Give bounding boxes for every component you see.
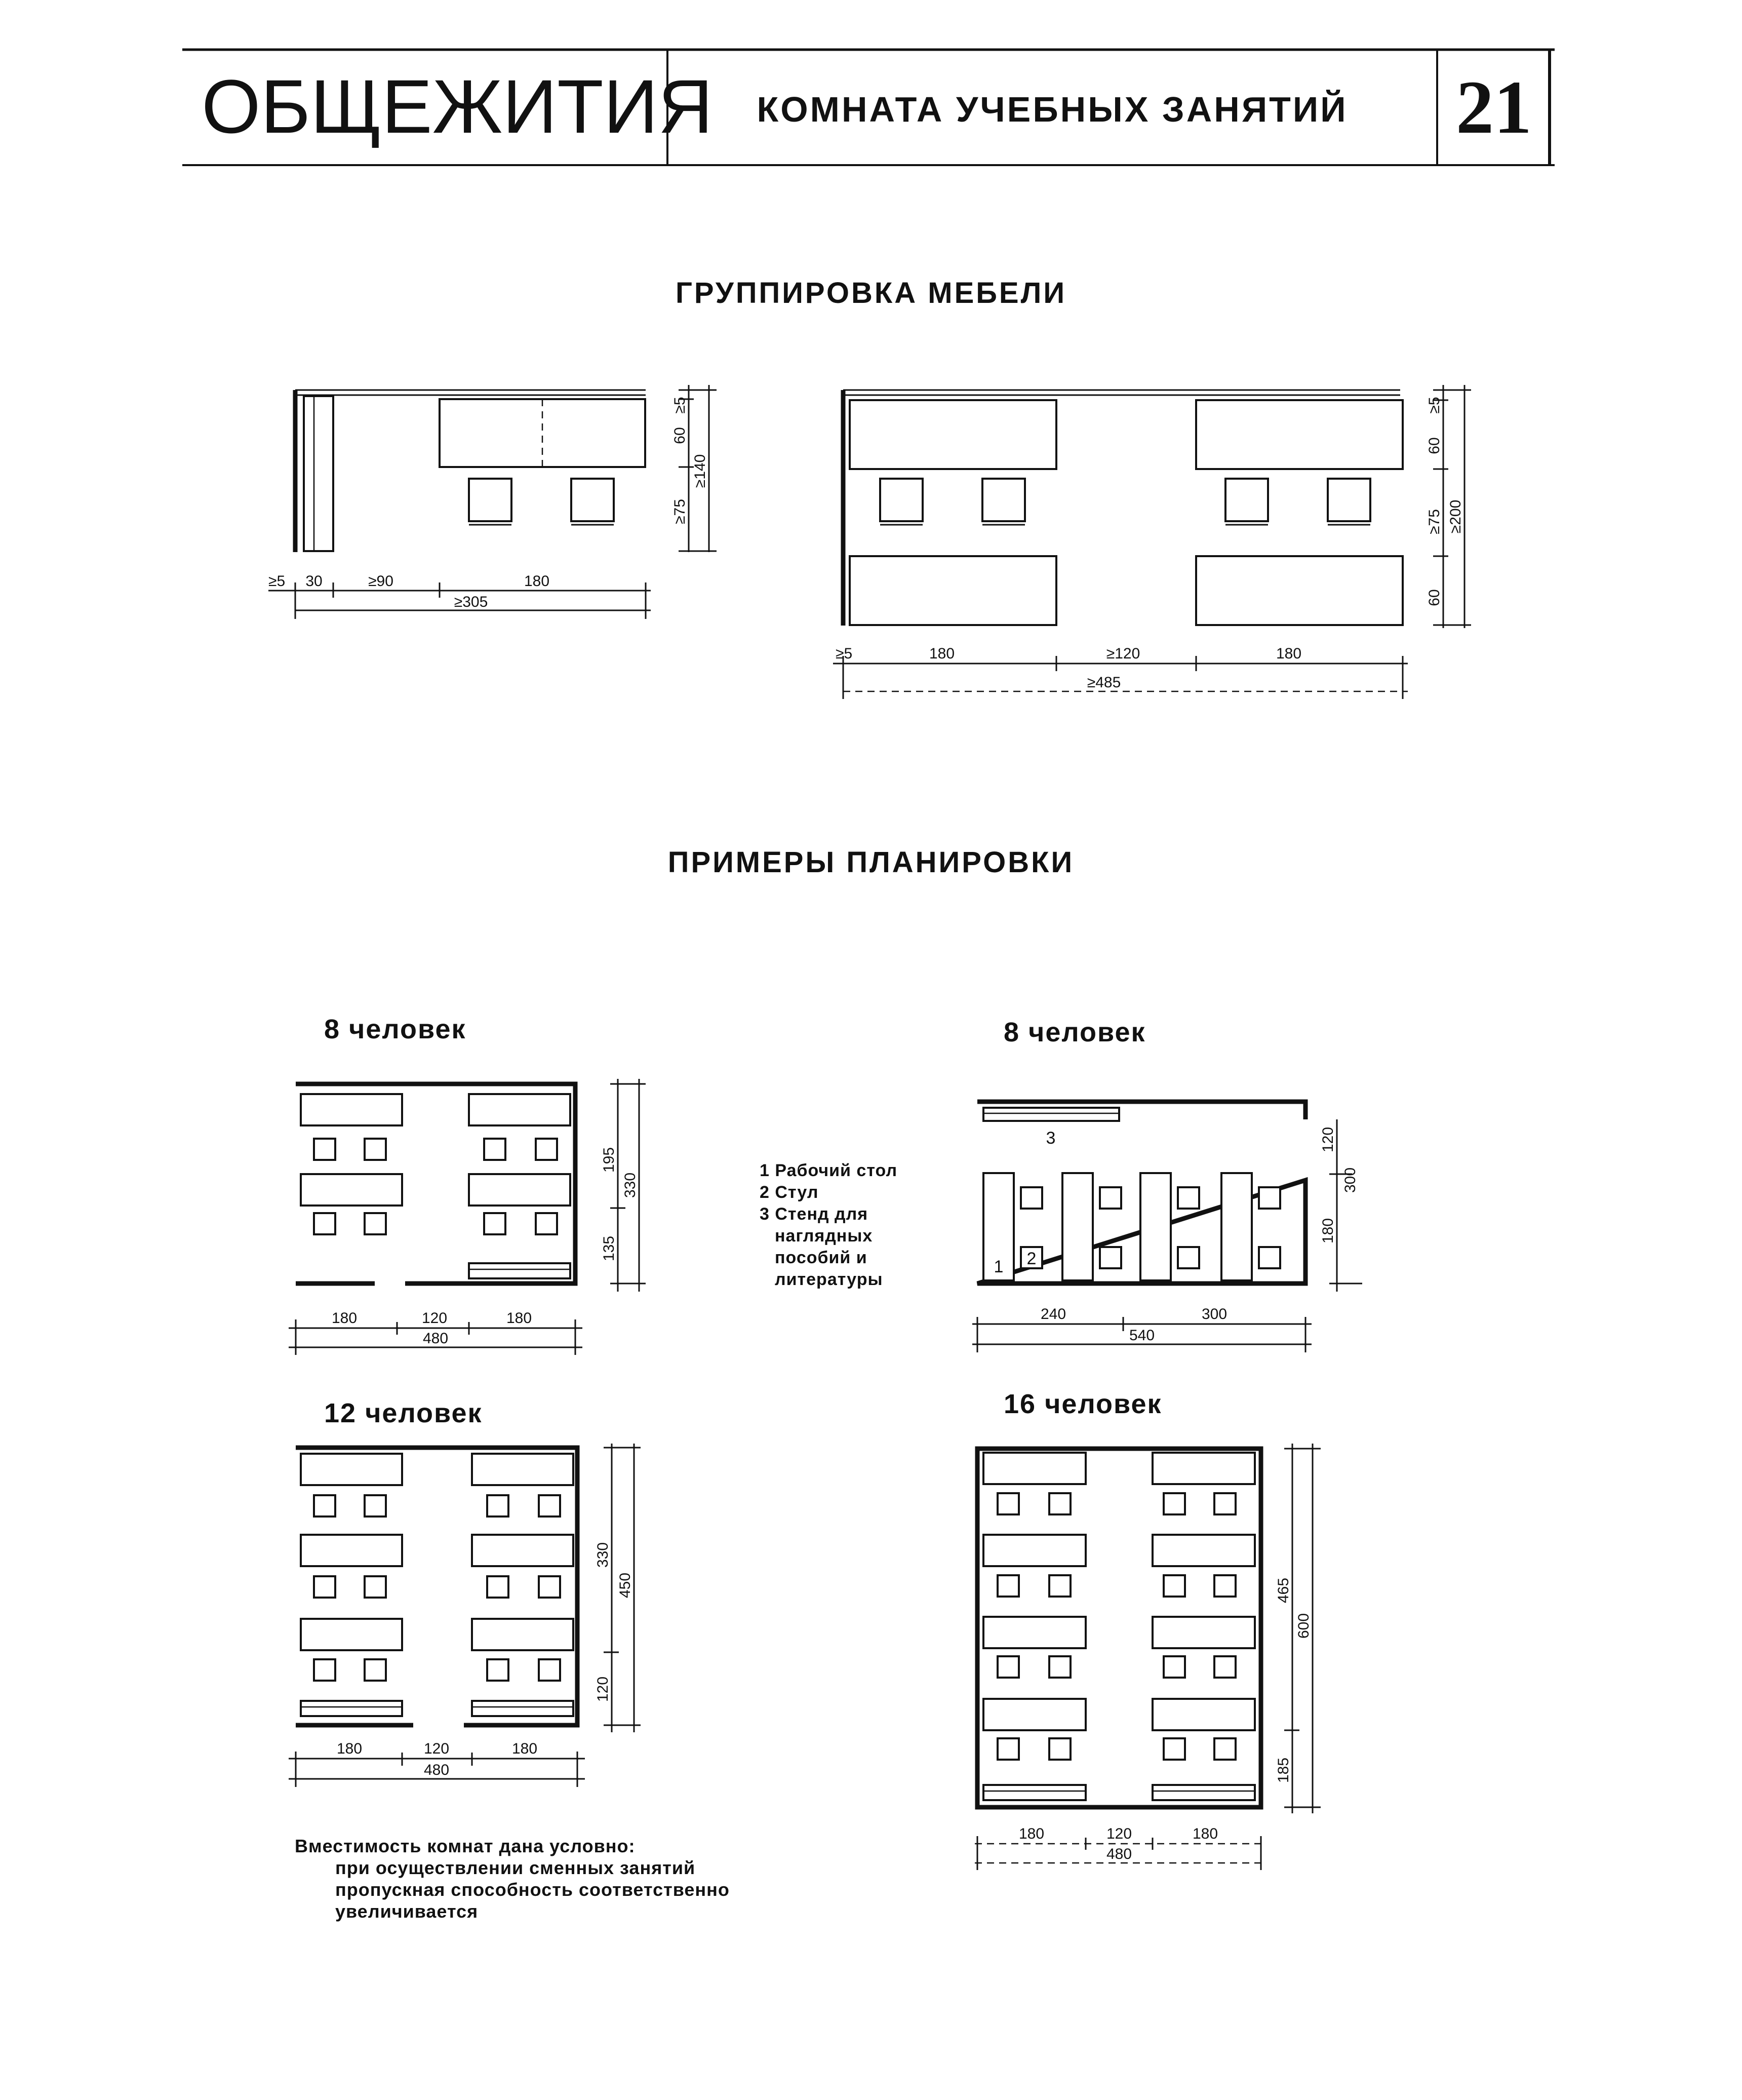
dim-label: 240 [1040, 1306, 1066, 1323]
plan-c [289, 1444, 641, 1787]
dim-label: ≥5 [671, 397, 688, 414]
chair [998, 1738, 1019, 1760]
mark-desk: 1 [994, 1257, 1004, 1276]
chair [539, 1659, 560, 1681]
chair [1225, 479, 1268, 521]
dim-total: 600 [1295, 1613, 1312, 1639]
chair [1100, 1187, 1121, 1209]
chair [365, 1139, 386, 1160]
dim-label: ≥5 [836, 645, 853, 662]
chair [1049, 1656, 1071, 1678]
chair [365, 1213, 386, 1234]
plan-d-label: 16 человек [1004, 1389, 1162, 1419]
footnote-line: при осуществлении сменных занятий [335, 1857, 696, 1878]
chair [539, 1495, 560, 1516]
dim-label: 180 [1276, 645, 1302, 662]
chair [1100, 1247, 1121, 1268]
chair [469, 479, 511, 521]
dim-label: ≥5 [1426, 397, 1443, 414]
dim-label: 30 [305, 573, 323, 590]
dim-label: 180 [1018, 1825, 1045, 1842]
legend-item: литературы [775, 1270, 883, 1289]
dim-total: ≥140 [692, 454, 708, 488]
plan-d [975, 1444, 1321, 1870]
dim-label: 180 [1320, 1218, 1336, 1244]
dim-label: 60 [1426, 589, 1443, 606]
dim-label: ≥5 [268, 573, 286, 590]
chair [998, 1493, 1019, 1514]
chair [1214, 1738, 1236, 1760]
dim-total: 330 [622, 1172, 639, 1198]
section-title-examples: ПРИМЕРЫ ПЛАНИРОВКИ [667, 846, 1075, 879]
chair [1214, 1575, 1236, 1597]
chair [1021, 1187, 1042, 1209]
chair [1259, 1187, 1280, 1209]
chair [1049, 1575, 1071, 1597]
dim-label: 120 [423, 1740, 450, 1757]
chair [484, 1139, 505, 1160]
chair [1164, 1575, 1185, 1597]
legend [760, 1161, 897, 1289]
chair [1049, 1493, 1071, 1514]
dim-label: 195 [601, 1147, 617, 1173]
dim-total: ≥305 [454, 594, 488, 610]
dim-label: ≥90 [368, 573, 393, 590]
chair [487, 1659, 508, 1681]
dim-label: 60 [1426, 437, 1443, 454]
legend-item: наглядных [775, 1226, 873, 1246]
chair [484, 1213, 505, 1234]
footnote-line: увеличивается [335, 1901, 479, 1922]
dim-label: 180 [929, 645, 955, 662]
dim-total: 480 [422, 1330, 449, 1347]
footnote-line: пропускная способность соответственно [335, 1879, 730, 1900]
chair [539, 1576, 560, 1598]
dim-label: 185 [1275, 1757, 1292, 1783]
chair [487, 1495, 508, 1516]
chair [536, 1213, 557, 1234]
chair [1178, 1247, 1199, 1268]
dim-label: 120 [1106, 1825, 1132, 1842]
dim-label: 135 [601, 1235, 617, 1262]
chair [314, 1576, 335, 1598]
chair [1328, 479, 1370, 521]
dim-label: 330 [595, 1542, 611, 1568]
dim-label: 300 [1342, 1167, 1359, 1193]
dim-label: 180 [331, 1310, 358, 1327]
plan-c-label: 12 человек [324, 1398, 483, 1428]
legend-item: 2 Стул [760, 1183, 819, 1202]
chair [365, 1495, 386, 1516]
dim-label: 180 [511, 1740, 538, 1757]
chair [314, 1213, 335, 1234]
dim-label: 120 [595, 1676, 611, 1702]
chair [487, 1576, 508, 1598]
dim-total: 480 [1106, 1846, 1132, 1862]
dim-label: 120 [421, 1310, 448, 1327]
chair [998, 1575, 1019, 1597]
dim-label: 120 [1320, 1126, 1336, 1153]
chair [571, 479, 614, 521]
dim-label: 180 [506, 1310, 532, 1327]
chair [1259, 1247, 1280, 1268]
mark-stand: 3 [1046, 1129, 1056, 1148]
dim-total: ≥200 [1447, 499, 1464, 534]
legend-item: 3 Стенд для [760, 1204, 868, 1224]
dim-total: 450 [617, 1572, 634, 1599]
chair [998, 1656, 1019, 1678]
dim-total: 480 [423, 1762, 450, 1778]
plan-a-label: 8 человек [324, 1014, 466, 1044]
plan-b [972, 1102, 1362, 1352]
dim-label: 180 [336, 1740, 363, 1757]
header [182, 50, 1555, 165]
header-subtitle: КОМНАТА УЧЕБНЫХ ЗАНЯТИЙ [757, 90, 1348, 129]
grouping-figure-2 [833, 385, 1471, 699]
dim-label: ≥120 [1106, 645, 1140, 662]
section-title-grouping: ГРУППИРОВКА МЕБЕЛИ [675, 277, 1067, 309]
footnote-line: Вместимость комнат дана условно: [295, 1836, 636, 1856]
dim-label: 180 [1192, 1825, 1218, 1842]
chair [314, 1139, 335, 1160]
chair [982, 479, 1025, 521]
chair [1049, 1738, 1071, 1760]
grouping-figure-1 [268, 385, 717, 619]
page-number: 21 [1456, 65, 1532, 149]
legend-item: 1 Рабочий стол [760, 1161, 898, 1180]
chair [1214, 1656, 1236, 1678]
chair [314, 1659, 335, 1681]
chair [365, 1659, 386, 1681]
plan-a [289, 1079, 646, 1355]
chair [1164, 1738, 1185, 1760]
legend-item: пособий и [775, 1248, 867, 1267]
dim-label: 465 [1275, 1577, 1292, 1604]
dim-label: 180 [524, 573, 550, 590]
dim-label: ≥75 [1426, 509, 1443, 534]
chair [365, 1576, 386, 1598]
dim-total: 540 [1129, 1327, 1155, 1344]
chair [1164, 1493, 1185, 1514]
chair [1178, 1187, 1199, 1209]
dim-label: 300 [1201, 1306, 1228, 1323]
dim-total: ≥485 [1087, 674, 1121, 691]
dim-label: 60 [671, 427, 688, 444]
chair [1164, 1656, 1185, 1678]
header-title: ОБЩЕЖИТИЯ [202, 64, 713, 149]
chair [314, 1495, 335, 1516]
mark-chair: 2 [1026, 1249, 1037, 1268]
plan-b-label: 8 человек [1004, 1017, 1146, 1047]
dim-label: ≥75 [671, 499, 688, 524]
chair [880, 479, 923, 521]
chair [536, 1139, 557, 1160]
chair [1214, 1493, 1236, 1514]
footnote [295, 1836, 730, 1922]
